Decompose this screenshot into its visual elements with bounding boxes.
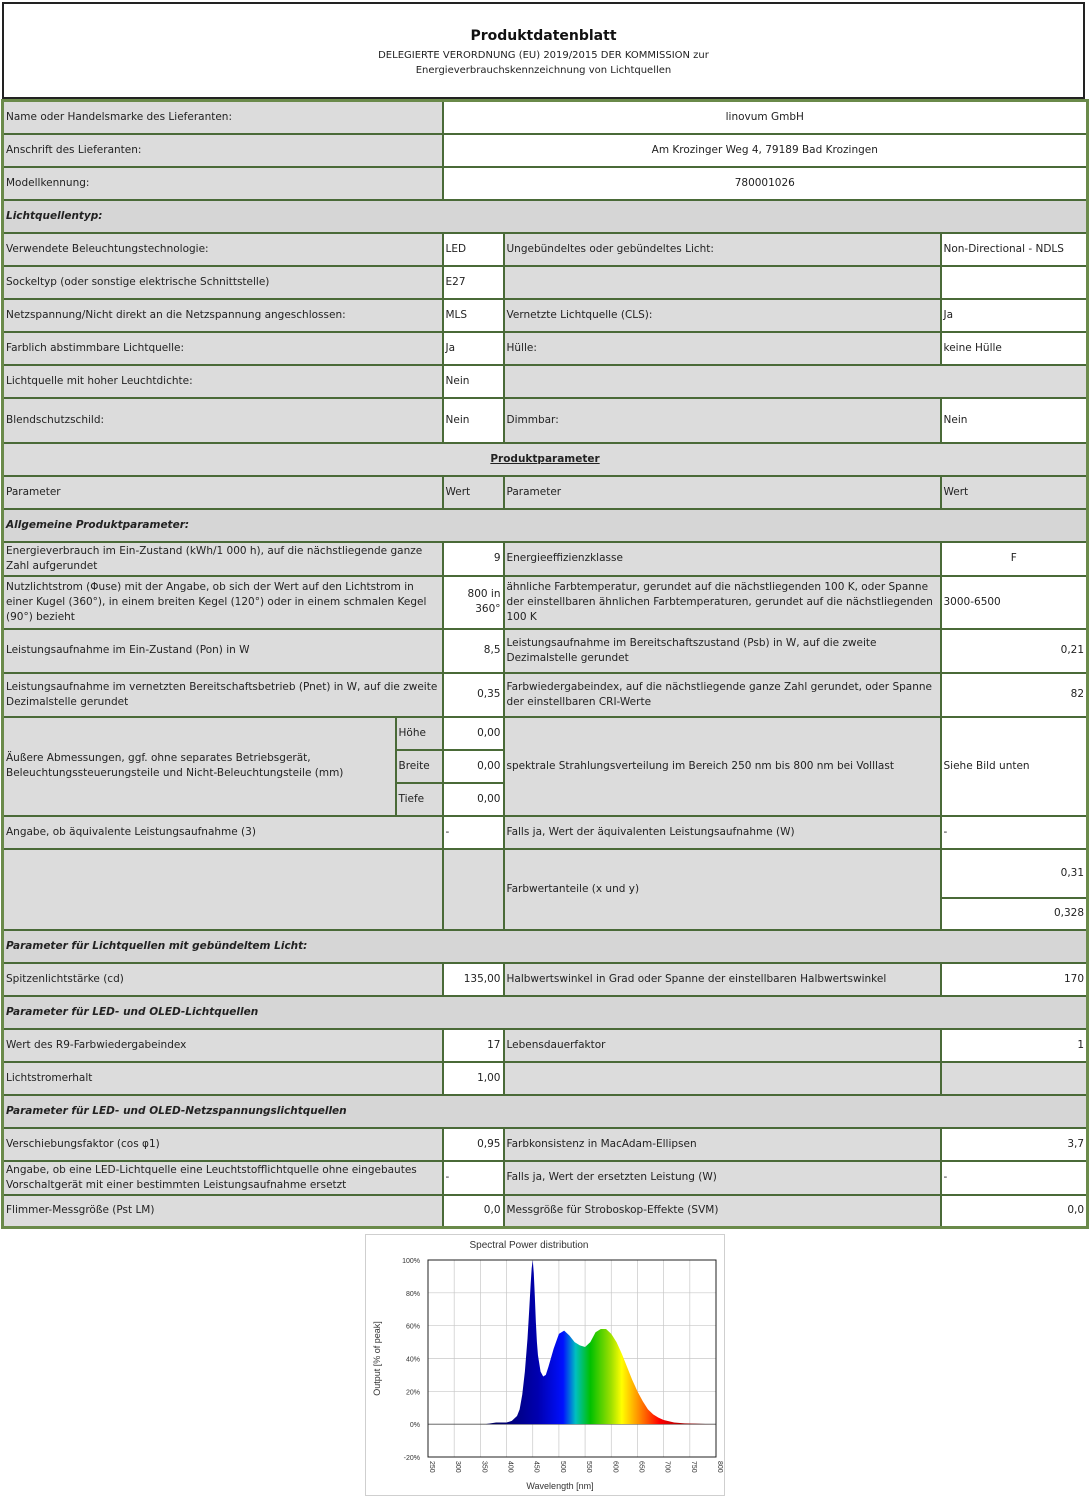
- psb-label: Leistungsaufnahme im Bereitschaftszustand (Psb) in W, auf die zweite Dezimalstelle gerundet: [504, 629, 941, 673]
- table-row: [3, 101, 1088, 134]
- dimensions-label: Äußere Abmessungen, ggf. ohne separates Betriebsgerät, Beleuchtungssteuerungsteile und Nicht-Beleuchtungsteile (mm): [3, 717, 396, 816]
- height-value: 0,00: [443, 717, 504, 750]
- datasheet-table: [1, 99, 1089, 1229]
- height-label: Höhe: [396, 717, 443, 750]
- envelope-value: keine Hülle: [941, 332, 1088, 365]
- table-row: [3, 299, 1088, 332]
- replacement-w-value: -: [941, 1161, 1088, 1195]
- connected-label: Vernetzte Lichtquelle (CLS):: [504, 299, 941, 332]
- section-row: [3, 996, 1088, 1029]
- energy-class-label: Energieeffizienzklasse: [504, 542, 941, 576]
- empty-cell: [504, 1062, 941, 1095]
- tunable-label: Farblich abstimmbare Lichtquelle:: [3, 332, 443, 365]
- table-row: [3, 576, 1088, 629]
- tunable-value: Ja: [443, 332, 504, 365]
- table-row: [3, 673, 1088, 717]
- table-row: [3, 398, 1088, 443]
- cct-label: ähnliche Farbtemperatur, gerundet auf die nächstliegenden 100 K, oder Spanne der einstellbaren ähnlichen Farbtemperaturen, gerundet auf die nächstliegenden 100 K: [504, 576, 941, 629]
- spd-value: Siehe Bild unten: [941, 717, 1088, 816]
- empty-cell: [504, 365, 1088, 398]
- depth-value: 0,00: [443, 783, 504, 816]
- x-tick-label: 800: [716, 1461, 723, 1473]
- power-factor-label: Verschiebungsfaktor (cos φ1): [3, 1128, 443, 1161]
- x-tick-label: 700: [663, 1461, 671, 1473]
- socket-label: Sockeltyp (oder sonstige elektrische Schnittstelle): [3, 266, 443, 299]
- x-tick-label: 350: [480, 1461, 488, 1473]
- energy-value: 9: [443, 542, 504, 576]
- replacement-w-label: Falls ja, Wert der ersetzten Leistung (W): [504, 1161, 941, 1195]
- equivalent-label: Angabe, ob äquivalente Leistungsaufnahme (3): [3, 816, 443, 849]
- replacement-label: Angabe, ob eine LED-Lichtquelle eine Leuchtstofflichtquelle ohne eingebautes Vorschaltgerät mit einer bestimmten Leistungsaufnahme ersetzt: [3, 1161, 443, 1195]
- mains-label: Netzspannung/Nicht direkt an die Netzspannung angeschlossen:: [3, 299, 443, 332]
- section-general-parameters: Allgemeine Produktparameter:: [3, 509, 1088, 542]
- section-directional: Parameter für Lichtquellen mit gebündeltem Licht:: [3, 930, 1088, 963]
- lumen-maintenance-label: Lichtstromerhalt: [3, 1062, 443, 1095]
- high-luminance-value: Nein: [443, 365, 504, 398]
- table-row: [3, 542, 1088, 576]
- energy-class-value: F: [941, 542, 1088, 576]
- empty-cell: [3, 849, 443, 930]
- y-tick-label: 0%: [409, 1422, 420, 1430]
- table-row: [3, 365, 1088, 398]
- table-row: [3, 1128, 1088, 1161]
- column-header-value: Wert: [443, 476, 504, 509]
- chromaticity-y-value: 0,328: [941, 898, 1088, 930]
- mains-value: MLS: [443, 299, 504, 332]
- regulation-line-2: Energieverbrauchskennzeichnung von Lichtquellen: [415, 65, 672, 76]
- pon-label: Leistungsaufnahme im Ein-Zustand (Pon) in W: [3, 629, 443, 673]
- pnet-label: Leistungsaufnahme im vernetzten Bereitschaftsbetrieb (Pnet) in W, auf die zweite Dezimalstelle gerundet: [3, 673, 443, 717]
- table-row: [3, 233, 1088, 266]
- x-tick-label: 250: [428, 1461, 435, 1473]
- cct-value: 3000-6500: [941, 576, 1088, 629]
- psb-value: 0,21: [941, 629, 1088, 673]
- depth-label: Tiefe: [396, 783, 443, 816]
- x-tick-labels: [428, 1461, 723, 1473]
- table-row: [3, 816, 1088, 849]
- beam-angle-label: Halbwertswinkel in Grad oder Spanne der einstellbaren Halbwertswinkel: [504, 963, 941, 996]
- dimmable-value: Nein: [941, 398, 1088, 443]
- envelope-label: Hülle:: [504, 332, 941, 365]
- table-row: [3, 1062, 1088, 1095]
- supplier-name-label: Name oder Handelsmarke des Lieferanten:: [3, 101, 443, 134]
- tech-value: LED: [443, 233, 504, 266]
- peak-intensity-label: Spitzenlichtstärke (cd): [3, 963, 443, 996]
- dimmable-label: Dimmbar:: [504, 398, 941, 443]
- x-axis-label: Wavelength [nm]: [526, 1481, 594, 1491]
- flicker-value: 0,0: [443, 1195, 504, 1228]
- cri-label: Farbwiedergabeindex, auf die nächstliegende ganze Zahl gerundet, oder Spanne der einstellbaren CRI-Werte: [504, 673, 941, 717]
- model-label: Modellkennung:: [3, 167, 443, 200]
- chromaticity-x-value: 0,31: [941, 849, 1088, 898]
- table-row: [3, 1195, 1088, 1228]
- x-tick-label: 450: [532, 1461, 540, 1473]
- model-value: 780001026: [443, 167, 1088, 200]
- macadam-value: 3,7: [941, 1128, 1088, 1161]
- glare-value: Nein: [443, 398, 504, 443]
- directional-label: Ungebündeltes oder gebündeltes Licht:: [504, 233, 941, 266]
- socket-value: E27: [443, 266, 504, 299]
- spectral-chart: [365, 1234, 725, 1496]
- x-tick-label: 600: [611, 1461, 619, 1473]
- y-tick-labels: [402, 1258, 420, 1462]
- spectral-chart-svg: [366, 1235, 726, 1497]
- table-row: [3, 134, 1088, 167]
- table-row: [3, 717, 1088, 750]
- power-factor-value: 0,95: [443, 1128, 504, 1161]
- chart-title: Spectral Power distribution: [469, 1240, 589, 1251]
- flux-value: 800 in 360°: [443, 576, 504, 629]
- y-tick-label: 80%: [405, 1290, 420, 1298]
- table-row: [3, 849, 1088, 898]
- chromaticity-label: Farbwertanteile (x und y): [504, 849, 941, 930]
- survival-value: 1: [941, 1029, 1088, 1062]
- section-row: [3, 930, 1088, 963]
- width-label: Breite: [396, 750, 443, 783]
- page-title: Produktdatenblatt: [470, 28, 617, 44]
- section-led: Parameter für LED- und OLED-Lichtquellen: [3, 996, 1088, 1029]
- empty-cell: [504, 266, 941, 299]
- table-row: [3, 1029, 1088, 1062]
- high-luminance-label: Lichtquelle mit hoher Leuchtdichte:: [3, 365, 443, 398]
- stroboscopic-label: Messgröße für Stroboskop-Effekte (SVM): [504, 1195, 941, 1228]
- table-row: [3, 332, 1088, 365]
- beam-angle-value: 170: [941, 963, 1088, 996]
- section-row: [3, 200, 1088, 233]
- table-row: [3, 266, 1088, 299]
- section-row: [3, 443, 1088, 476]
- x-tick-label: 650: [637, 1461, 645, 1473]
- connected-value: Ja: [941, 299, 1088, 332]
- column-header-parameter: Parameter: [504, 476, 941, 509]
- cri-value: 82: [941, 673, 1088, 717]
- supplier-address-value: Am Krozinger Weg 4, 79189 Bad Krozingen: [443, 134, 1088, 167]
- directional-value: Non-Directional - NDLS: [941, 233, 1088, 266]
- column-header-value: Wert: [941, 476, 1088, 509]
- empty-cell: [443, 849, 504, 930]
- x-tick-label: 300: [454, 1461, 462, 1473]
- r9-label: Wert des R9-Farbwiedergabeindex: [3, 1029, 443, 1062]
- section-mains-led: Parameter für LED- und OLED-Netzspannungslichtquellen: [3, 1095, 1088, 1128]
- y-axis-label: Output [% of peak]: [372, 1321, 382, 1396]
- energy-label: Energieverbrauch im Ein-Zustand (kWh/1 000 h), auf die nächstliegende ganze Zahl aufgerundet: [3, 542, 443, 576]
- width-value: 0,00: [443, 750, 504, 783]
- lumen-maintenance-value: 1,00: [443, 1062, 504, 1095]
- table-row: [3, 1161, 1088, 1195]
- flux-label: Nutzlichtstrom (Φuse) mit der Angabe, ob sich der Wert auf den Lichtstrom in einer Kugel (360°), in einem breiten Kegel (120°) oder in einem schmalen Kegel (90°) bezieht: [3, 576, 443, 629]
- survival-label: Lebensdauerfaktor: [504, 1029, 941, 1062]
- supplier-address-label: Anschrift des Lieferanten:: [3, 134, 443, 167]
- datasheet-header: [2, 2, 1085, 99]
- spectrum-area: [486, 1260, 716, 1424]
- flicker-label: Flimmer-Messgröße (Pst LM): [3, 1195, 443, 1228]
- spd-label: spektrale Strahlungsverteilung im Bereich 250 nm bis 800 nm bei Volllast: [504, 717, 941, 816]
- pnet-value: 0,35: [443, 673, 504, 717]
- section-product-parameters: Produktparameter: [3, 443, 1088, 476]
- column-header-parameter: Parameter: [3, 476, 443, 509]
- macadam-label: Farbkonsistenz in MacAdam-Ellipsen: [504, 1128, 941, 1161]
- y-tick-label: 100%: [402, 1258, 420, 1265]
- table-row: [3, 167, 1088, 200]
- x-tick-label: 550: [585, 1461, 593, 1473]
- section-light-source-type: Lichtquellentyp:: [3, 200, 1088, 233]
- stroboscopic-value: 0,0: [941, 1195, 1088, 1228]
- peak-intensity-value: 135,00: [443, 963, 504, 996]
- tech-label: Verwendete Beleuchtungstechnologie:: [3, 233, 443, 266]
- pon-value: 8,5: [443, 629, 504, 673]
- table-row: [3, 629, 1088, 673]
- section-row: [3, 1095, 1088, 1128]
- glare-label: Blendschutzschild:: [3, 398, 443, 443]
- equivalent-w-value: -: [941, 816, 1088, 849]
- y-tick-label: 40%: [405, 1356, 420, 1364]
- x-tick-label: 400: [506, 1461, 514, 1473]
- equivalent-w-label: Falls ja, Wert der äquivalenten Leistungsaufnahme (W): [504, 816, 941, 849]
- x-tick-label: 500: [558, 1461, 566, 1473]
- empty-cell: [941, 266, 1088, 299]
- regulation-line-1: DELEGIERTE VERORDNUNG (EU) 2019/2015 DER KOMMISSION zur: [378, 50, 709, 61]
- empty-cell: [941, 1062, 1088, 1095]
- y-tick-label: 60%: [405, 1323, 420, 1331]
- section-row: [3, 509, 1088, 542]
- table-row: [3, 963, 1088, 996]
- equivalent-value: -: [443, 816, 504, 849]
- column-header-row: [3, 476, 1088, 509]
- x-tick-label: 750: [689, 1461, 697, 1473]
- y-tick-label: -20%: [403, 1455, 420, 1462]
- y-tick-label: 20%: [405, 1389, 420, 1397]
- replacement-value: -: [443, 1161, 504, 1195]
- supplier-name-value: linovum GmbH: [443, 101, 1088, 134]
- r9-value: 17: [443, 1029, 504, 1062]
